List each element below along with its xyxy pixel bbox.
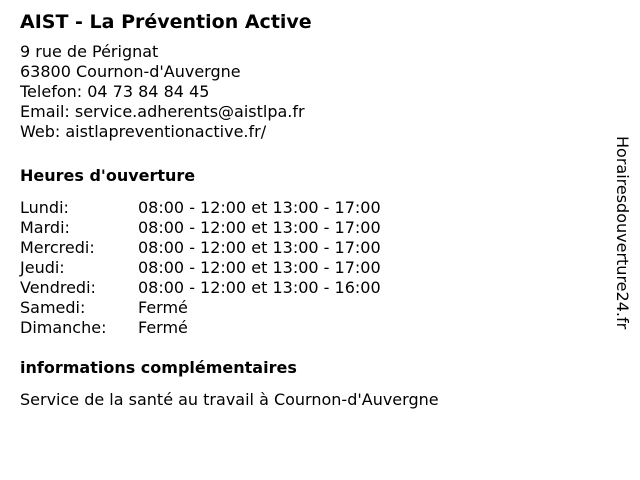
day-label: Jeudi: [20, 258, 65, 277]
web-line: Web: aistlapreventionactive.fr/ [20, 122, 267, 141]
hours-row-thursday [20, 258, 580, 278]
business-card [20, 10, 580, 410]
hours-row-tuesday [20, 218, 580, 238]
city-line: 63800 Cournon-d'Auvergne [20, 62, 241, 81]
day-hours: 08:00 - 12:00 et 13:00 - 17:00 [138, 238, 381, 257]
day-hours: Fermé [138, 298, 188, 317]
hours-row-sunday [20, 318, 580, 338]
day-hours: Fermé [138, 318, 188, 337]
hours-row-monday [20, 198, 580, 218]
extra-info-text: Service de la santé au travail à Cournon-d'Auvergne [20, 390, 439, 409]
day-hours: 08:00 - 12:00 et 13:00 - 16:00 [138, 278, 381, 297]
day-label: Mardi: [20, 218, 70, 237]
day-label: Samedi: [20, 298, 86, 317]
day-hours: 08:00 - 12:00 et 13:00 - 17:00 [138, 218, 381, 237]
hours-row-friday [20, 278, 580, 298]
address-block [20, 42, 580, 142]
street-line: 9 rue de Pérignat [20, 42, 159, 61]
brand-watermark [612, 136, 632, 346]
brand-label: Horairesdouverture24.fr [613, 136, 632, 330]
day-label: Dimanche: [20, 318, 107, 337]
day-label: Vendredi: [20, 278, 96, 297]
hours-row-saturday [20, 298, 580, 318]
hours-title: Heures d'ouverture [20, 166, 196, 185]
phone-line: Telefon: 04 73 84 84 45 [20, 82, 210, 101]
day-label: Lundi: [20, 198, 69, 217]
extra-info-title: informations complémentaires [20, 358, 297, 377]
hours-row-wednesday [20, 238, 580, 258]
day-hours: 08:00 - 12:00 et 13:00 - 17:00 [138, 198, 381, 217]
day-hours: 08:00 - 12:00 et 13:00 - 17:00 [138, 258, 381, 277]
day-label: Mercredi: [20, 238, 95, 257]
hours-table [20, 198, 580, 338]
email-line: Email: service.adherents@aistlpa.fr [20, 102, 305, 121]
business-name: AIST - La Prévention Active [20, 11, 312, 33]
